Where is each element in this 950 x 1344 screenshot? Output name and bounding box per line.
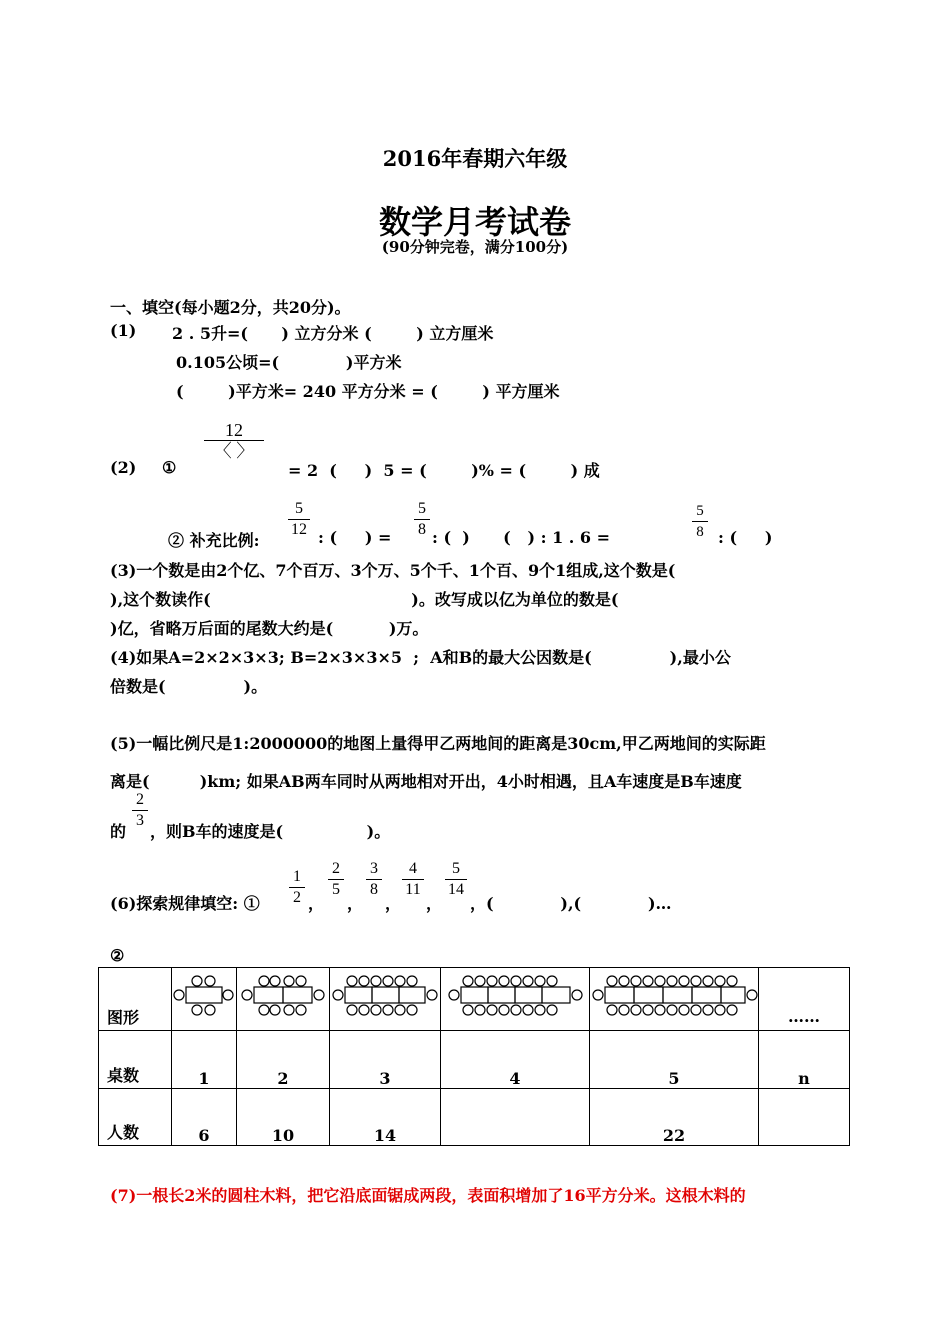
q7-text: (7)一根长2米的圆柱木料，把它沿底面锯成两段，表面积增加了16平方分米。这根木料的 [110, 1186, 746, 1205]
table-figure-5 [590, 968, 758, 1026]
people-cell-1: 6 [172, 1089, 237, 1146]
table-figure-3 [330, 968, 440, 1026]
q1-line1: 2 . 5升=( ) 立方分米 ( ) 立方厘米 [172, 324, 494, 343]
tables-cell-2: 2 [237, 1031, 330, 1089]
q6-circle-2: ② [110, 946, 125, 965]
q2-frac-5-8-b [692, 502, 708, 541]
q1-line3: ( )平方米= 240 平方分米 = ( ) 平方厘米 [176, 382, 560, 401]
numerator: 5 [295, 500, 303, 517]
people-row [99, 1089, 850, 1146]
denominator: 8 [696, 524, 704, 540]
numerator: 5 [452, 860, 460, 877]
tables-cell-1: 1 [172, 1031, 237, 1089]
q2-fraction-blank [204, 421, 264, 460]
tables-cell-3: 3 [330, 1031, 441, 1089]
people-cell-n [759, 1089, 850, 1146]
figure-cell-1 [172, 968, 237, 1031]
q2-part2-c: : ( ) [718, 528, 773, 547]
figure-ellipsis: …… [759, 968, 850, 1031]
tables-cell-4: 4 [441, 1031, 590, 1089]
q5-line2: 离是( )km; 如果AB两车同时从两地相对开出，4小时相遇，且A车速度是B车速度 [110, 772, 742, 791]
numerator: 4 [409, 860, 417, 877]
people-cell-2: 10 [237, 1089, 330, 1146]
row-label-tables: 桌数 [99, 1031, 172, 1089]
numerator: 1 [293, 868, 301, 885]
q5-line3-a: 的 [110, 822, 127, 841]
row-label-figure: 图形 [99, 968, 172, 1031]
numerator: 3 [370, 860, 378, 877]
figure-cell-2 [237, 968, 330, 1031]
people-cell-4 [441, 1089, 590, 1146]
q2-part2-b: : ( ) ( ) : 1 . 6 = [432, 528, 611, 547]
q6-frac-4 [402, 860, 424, 899]
q6-tail: ，( ),( )… [470, 894, 672, 913]
denominator: 5 [332, 881, 340, 898]
q2-part2-a: : ( ) = [318, 528, 392, 547]
q6-frac-2 [328, 860, 344, 899]
people-cell-5: 22 [590, 1089, 759, 1146]
denominator: 8 [370, 881, 378, 898]
numerator: 5 [418, 500, 426, 517]
comma: ， [385, 894, 402, 913]
q6-frac-5 [445, 860, 467, 899]
numerator: 2 [136, 791, 144, 808]
q2-frac-5-12 [288, 500, 310, 539]
q2-frac-denominator: 〈 〉 [213, 441, 255, 461]
q3-line3: )亿，省略万后面的尾数大约是( )万。 [110, 619, 429, 638]
denominator: 11 [405, 881, 421, 898]
table-figure-4 [441, 968, 589, 1026]
q5-line3-b: ，则B车的速度是( )。 [150, 822, 391, 841]
q1-number: (1) [110, 321, 137, 340]
q1-line2: 0.105公顷=( )平方米 [176, 353, 402, 372]
exam-note: (90分钟完卷，满分100分) [381, 238, 569, 256]
numerator: 5 [696, 503, 704, 519]
q2-frac-5-8-a [414, 500, 430, 539]
denominator: 12 [291, 521, 307, 538]
comma: ， [426, 894, 443, 913]
q3-line1: (3)一个数是由2个亿、7个百万、3个万、5个千、1个百、9个1组成,这个数是( [110, 561, 676, 580]
table-figure-2 [237, 968, 329, 1026]
tables-cell-5: 5 [590, 1031, 759, 1089]
q3-line2: ),这个数读作( )。改写成以亿为单位的数是( [110, 590, 619, 609]
people-cell-3: 14 [330, 1089, 441, 1146]
q6-label: (6)探索规律填空: ① [110, 894, 260, 913]
comma: ， [308, 894, 325, 913]
numerator: 2 [332, 860, 340, 877]
figure-row [99, 968, 850, 1031]
table-figure-1 [172, 968, 236, 1026]
figure-cell-5 [590, 968, 759, 1031]
q6-frac-1 [289, 868, 305, 907]
denominator: 14 [448, 881, 464, 898]
figure-cell-3 [330, 968, 441, 1031]
exam-subtitle: 2016年春期六年级 [382, 146, 568, 171]
q6-frac-3 [366, 860, 382, 899]
q5-frac-2-3 [132, 791, 148, 830]
denominator: 3 [136, 812, 144, 829]
tables-row [99, 1031, 850, 1089]
q2-number: (2) [110, 458, 137, 477]
row-label-people: 人数 [99, 1089, 172, 1146]
q4-line1: (4)如果A=2×2×3×3; B=2×3×3×5 ; A和B的最大公因数是( ),最小公 [110, 648, 731, 667]
pattern-table [98, 967, 850, 1146]
q2-part1-rest: = 2 ( ) 5 = ( )% = ( ) 成 [288, 461, 600, 480]
q2-frac-numerator: 12 [225, 420, 243, 440]
denominator: 8 [418, 521, 426, 538]
tables-cell-n: n [759, 1031, 850, 1089]
q5-line1: (5)一幅比例尺是1:2000000的地图上量得甲乙两地间的距离是30cm,甲乙两地间的实际距 [110, 734, 766, 753]
figure-cell-4 [441, 968, 590, 1031]
comma: ， [347, 894, 364, 913]
exam-title: 数学月考试卷 [378, 203, 571, 241]
q2-circle-1: ① [162, 458, 177, 477]
q4-line2: 倍数是( )。 [110, 677, 268, 696]
denominator: 2 [293, 889, 301, 906]
q2-part2-label: ② 补充比例: [168, 531, 260, 550]
section-heading: 一、填空(每小题2分，共20分)。 [110, 298, 351, 317]
